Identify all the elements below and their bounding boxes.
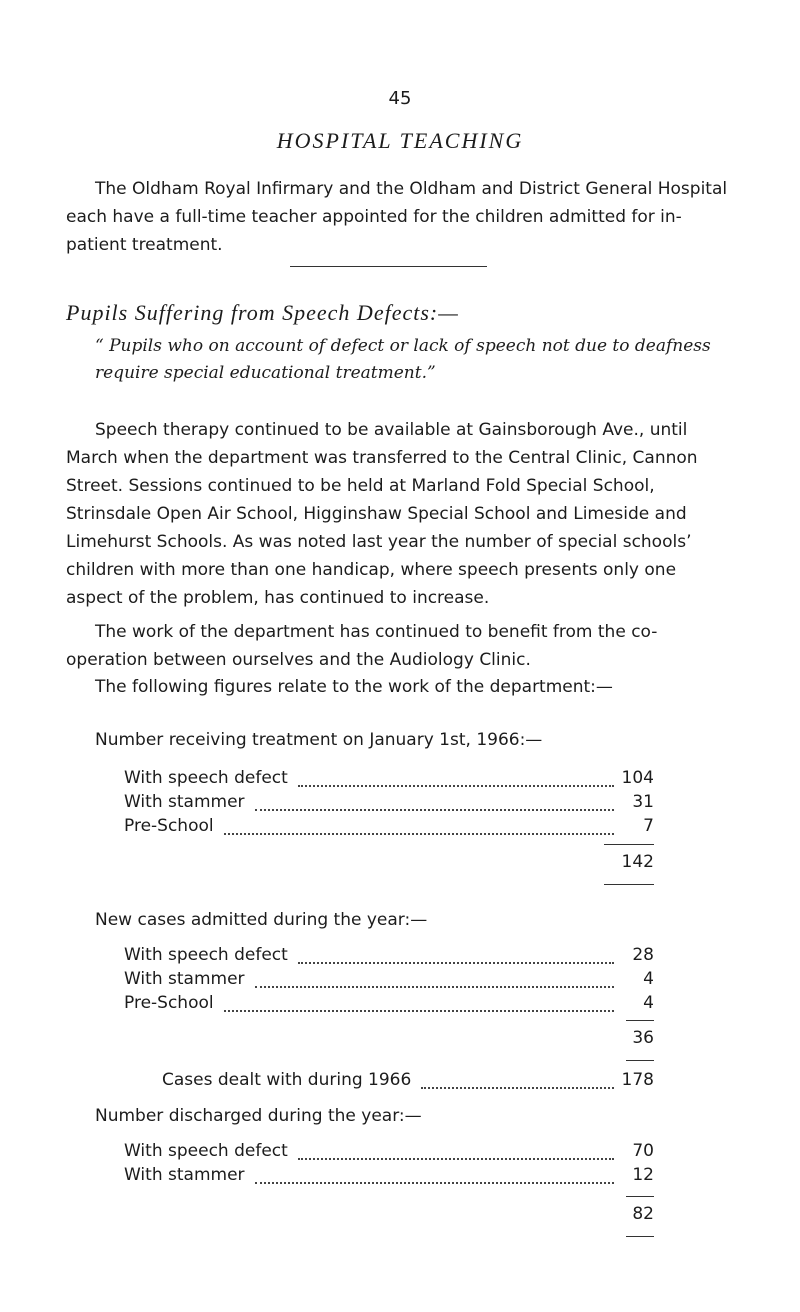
discharged-table bbox=[124, 1141, 654, 1189]
row-value: 31 bbox=[632, 792, 654, 812]
paragraph-figures-intro: The following figures relate to the work of the department:— bbox=[95, 677, 613, 697]
leader-dots bbox=[224, 1010, 614, 1012]
table-row bbox=[124, 993, 654, 1017]
sum-rule bbox=[604, 884, 654, 885]
table-row bbox=[124, 1165, 654, 1189]
sum-rule bbox=[626, 1060, 654, 1061]
row-label: Pre-School bbox=[124, 993, 214, 1013]
table-row bbox=[124, 1141, 654, 1165]
row-label: With stammer bbox=[124, 1165, 245, 1185]
table-row bbox=[162, 1070, 654, 1094]
sum-rule bbox=[626, 1020, 654, 1021]
row-value: 12 bbox=[632, 1165, 654, 1185]
leader-dots bbox=[255, 1182, 614, 1184]
speech-heading: Pupils Suffering from Speech Defects:— bbox=[66, 300, 459, 325]
leader-dots bbox=[421, 1087, 614, 1089]
row-label: With speech defect bbox=[124, 768, 288, 788]
row-value: 104 bbox=[621, 768, 654, 788]
table-row bbox=[124, 945, 654, 969]
row-label: Cases dealt with during 1966 bbox=[162, 1070, 412, 1090]
leader-dots bbox=[298, 962, 614, 964]
table-row bbox=[124, 768, 654, 792]
discharged-label: Number discharged during the year:— bbox=[95, 1106, 422, 1126]
sum-rule bbox=[604, 844, 654, 845]
sum-rule bbox=[626, 1236, 654, 1237]
section-divider bbox=[290, 266, 487, 267]
new-cases-label: New cases admitted during the year:— bbox=[95, 910, 428, 930]
treatment-jan-label: Number receiving treatment on January 1st, 1966:— bbox=[95, 730, 543, 750]
row-value: 4 bbox=[643, 993, 654, 1013]
paragraph-therapy: Speech therapy continued to be available at Gainsborough Ave., until March when the department was transferred to the Central Clinic, Cannon Street. Sessions continued to be held at Marland Fold Special School, Strinsdale Open Air School, Higginshaw Special School and Limeside and Limehurst Schools. As was noted last year the number of special schools’ children with more than one handicap, where speech presents only one aspect of the problem, has continued to increase. bbox=[66, 420, 698, 608]
leader-dots bbox=[298, 785, 614, 787]
treatment-jan-total: 142 bbox=[621, 852, 654, 872]
speech-definition: “ Pupils who on account of defect or lack of speech not due to deafness require special educational treatment.” bbox=[95, 336, 711, 383]
paragraph-audiology: The work of the department has continued to benefit from the co-operation between ourselves and the Audiology Clinic. bbox=[66, 622, 658, 670]
row-label: With speech defect bbox=[124, 1141, 288, 1161]
cases-dealt-table bbox=[162, 1070, 654, 1094]
section-title: HOSPITAL TEACHING bbox=[276, 128, 524, 153]
row-label: Pre-School bbox=[124, 816, 214, 836]
new-cases-table bbox=[124, 945, 654, 1017]
sum-rule bbox=[626, 1196, 654, 1197]
table-row bbox=[124, 792, 654, 816]
discharged-total: 82 bbox=[632, 1204, 654, 1224]
leader-dots bbox=[255, 986, 614, 988]
intro-paragraph: The Oldham Royal Infirmary and the Oldham and District General Hospital each have a full-time teacher appointed for the children admitted for in-patient treatment. bbox=[66, 179, 728, 255]
leader-dots bbox=[224, 833, 614, 835]
row-label: With stammer bbox=[124, 969, 245, 989]
table-row bbox=[124, 816, 654, 840]
page-number: 45 bbox=[388, 88, 412, 109]
row-value: 4 bbox=[643, 969, 654, 989]
row-label: With stammer bbox=[124, 792, 245, 812]
row-value: 178 bbox=[621, 1070, 654, 1090]
row-value: 28 bbox=[632, 945, 654, 965]
leader-dots bbox=[298, 1158, 614, 1160]
row-label: With speech defect bbox=[124, 945, 288, 965]
table-row bbox=[124, 969, 654, 993]
leader-dots bbox=[255, 809, 614, 811]
new-cases-total: 36 bbox=[632, 1028, 654, 1048]
row-value: 7 bbox=[643, 816, 654, 836]
row-value: 70 bbox=[632, 1141, 654, 1161]
treatment-jan-table bbox=[124, 768, 654, 840]
